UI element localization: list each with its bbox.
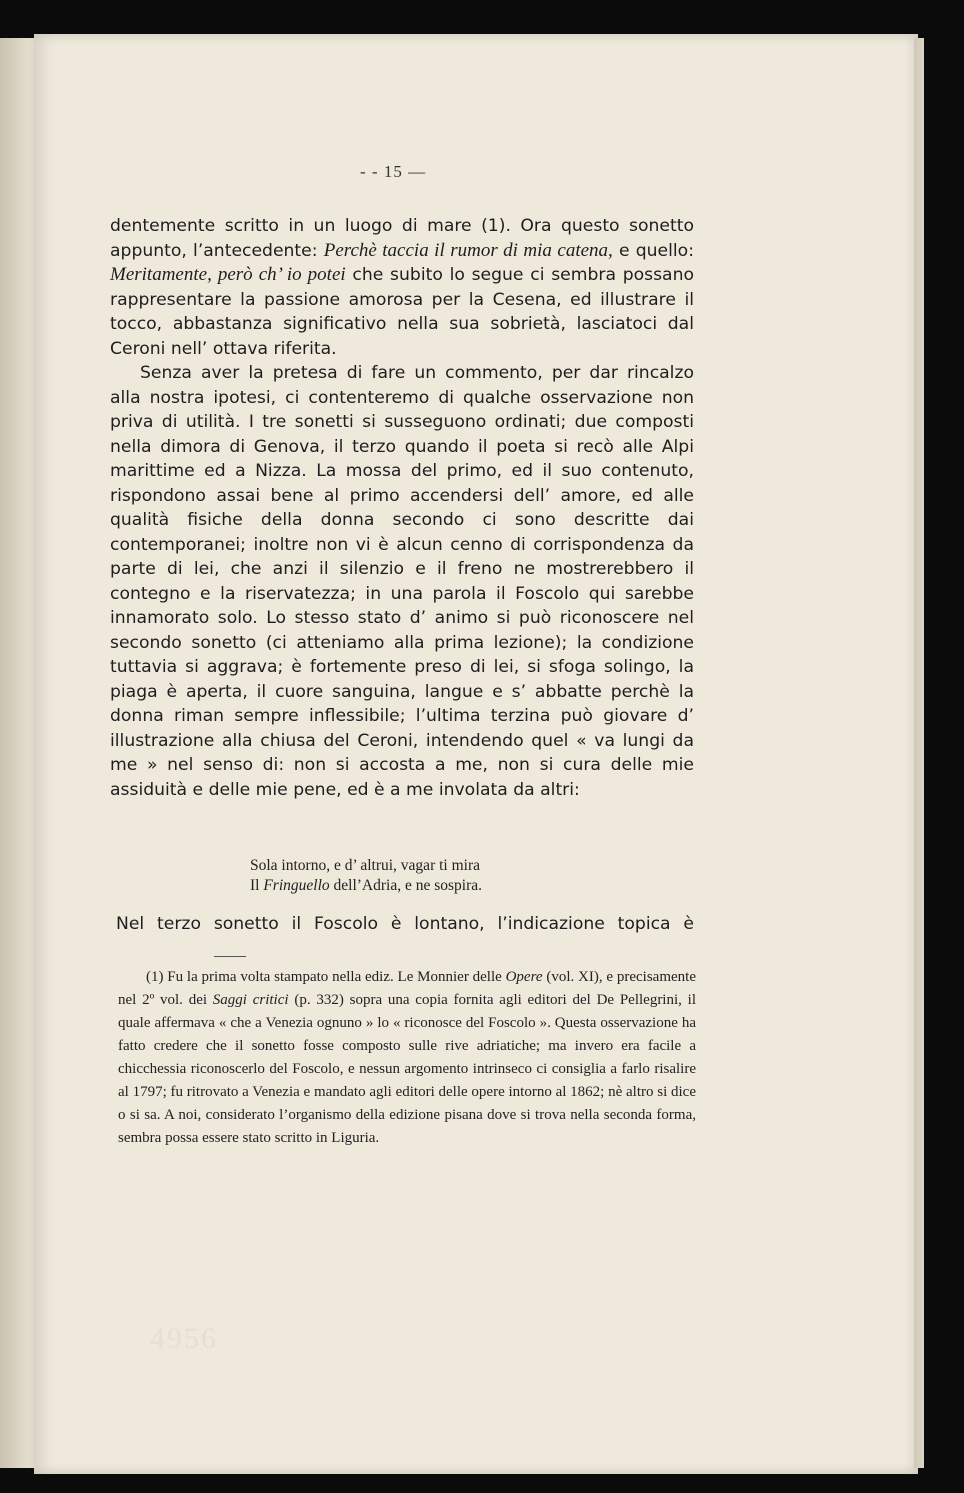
footnote-italic-1: Opere [505, 969, 543, 985]
verse-quote [250, 856, 650, 896]
footnote-text [118, 966, 696, 1150]
paragraph-1 [110, 214, 694, 361]
verse-line-2-pre: Il [250, 877, 264, 894]
sonnet-title-2: Meritamente, però ch’ io potei [110, 264, 346, 285]
footnote [118, 966, 696, 1150]
sonnet-title-1: Perchè taccia il rumor di mia catena, [323, 239, 613, 261]
library-stamp: 4956 [150, 1322, 218, 1355]
paragraph-3: Nel terzo sonetto il Foscolo è lontano, l’indicazione topica è [116, 914, 694, 934]
paragraph-1-part-3: che subito lo segue ci sembra possano rappresentare la passione amorosa per la Cesena, ed illustrare il tocco, abbastanza significativo nella sua sobrietà, lasciatoci dal Ceroni nell’ ottava riferita. [110, 265, 694, 359]
footnote-italic-2: Saggi critici [212, 992, 289, 1008]
footnote-part-1: (1) Fu la prima volta stampato nella ediz. Le Monnier delle [146, 969, 506, 985]
footnote-divider [214, 956, 246, 957]
verse-line-2-italic: Fringuello [263, 877, 330, 894]
page-stack-edge [914, 38, 924, 1468]
verse-line-1: Sola intorno, e d’ altrui, vagar ti mira [250, 857, 480, 874]
footnote-part-3: (p. 332) sopra una copia fornita agli editori del De Pellegrini, il quale affermava « che a Venezia ognuno » lo « riconosce del Foscolo ». Questa osservazione ha fatto credere che il sonetto fosse composto sulle rive adriatiche; ma invero era facile a chicchessia riconoscerlo del Foscolo, e nessun argomento intrinseco ci consiglia a farlo risalire al 1797; fu ritrovato a Venezia e mandato agli editori delle opere intorno al 1862; nè altro si dice o si sa. A noi, considerato l’organismo della edizione pisana dove si trova nella seconda forma, sembra possa essere stato scritto in Liguria. [118, 992, 696, 1146]
main-text [110, 214, 694, 802]
page-number: - - 15 — [360, 162, 427, 181]
verse-line-2-post: dell’Adria, e ne sospira. [329, 877, 483, 894]
paragraph-2: Senza aver la pretesa di fare un commento, per dar rincalzo alla nostra ipotesi, ci contenteremo di qualche osservazione non priva di utilità. I tre sonetti si susseguono ordinati; due composti nella dimora di Genova, il terzo quando il poeta si recò alle Alpi marittime ed a Nizza. La mossa del primo, ed il suo contenuto, rispondono assai bene al primo accendersi dell’ amore, ed alle qualità fisiche della donna secondo ci sono descritte dai contemporanei; inoltre non vi è alcun cenno di corrispondenza da parte di lei, che anzi il silenzio e il freno ne mostrerebbero il contegno e la riservatezza; in una parola il Foscolo qui sarebbe innamorato solo. Lo stesso stato d’ animo si può riconoscere nel secondo sonetto (ci atteniamo alla prima lezione); la condizione tuttavia si aggrava; è fortemente preso di lei, si sfoga solingo, la piaga è aperta, il cuore sanguina, langue e s’ abbatte perchè la donna riman sempre inflessibile; l’ultima terzina può giovare d’ illustrazione alla chiusa del Ceroni, intendendo quel « va lungi da me » nel senso di: non si accosta a me, non si cura delle mie assiduità e delle mie pene, ed è a me involata da altri: [110, 363, 694, 800]
verse-line-2 [250, 876, 650, 896]
paragraph-1-part-2: e quello: [612, 240, 694, 261]
footnote-part-2: (vol. XI), e precisamente nel 2º vol. dei [118, 969, 696, 1008]
paragraph-1-part-1: dentemente scritto in un luogo di mare (1). Ora questo sonetto appunto, l’antecedente: [110, 216, 694, 261]
